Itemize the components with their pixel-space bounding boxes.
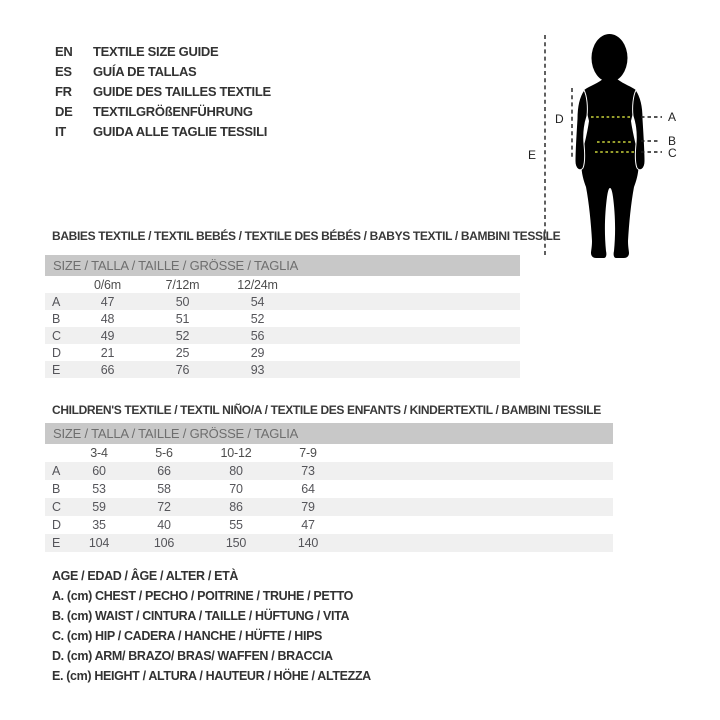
row-label: A [52,464,61,478]
language-code: IT [55,123,66,139]
table-cell: 50 [175,294,190,309]
table-cell: 54 [250,294,265,309]
column-header: 7/12m [165,277,200,292]
row-label: E [52,536,61,550]
row-label: D [52,345,61,360]
table-row [45,516,613,534]
table-cell: 55 [229,518,243,532]
column-header: 0/6m [94,277,121,292]
table-cell: 48 [100,311,115,326]
column-header: 3-4 [90,446,108,460]
table-row [45,462,613,480]
child-silhouette-diagram [525,23,700,260]
table-cell: 72 [157,500,171,514]
table-row [45,310,520,327]
figure-label-d: D [555,112,564,126]
language-row-es [55,61,271,81]
children-size-table [45,423,613,552]
legend-item-waist: B. (cm) WAIST / CINTURA / TAILLE / HÜFTUNG / VITA [52,609,350,623]
legend-item-hip: C. (cm) HIP / CADERA / HANCHE / HÜFTE / HIPS [52,629,323,643]
legend-age-line: AGE / EDAD / ÂGE / ALTER / ETÀ [52,569,239,583]
language-row-fr [55,81,271,101]
babies-column-header-row [45,276,520,293]
table-cell: 104 [88,536,110,550]
figure-label-a: A [668,110,677,124]
table-row [45,480,613,498]
table-cell: 140 [297,536,319,550]
table-cell: 60 [92,464,106,478]
table-cell: 66 [157,464,171,478]
table-cell: 73 [301,464,315,478]
language-title: TEXTILE SIZE GUIDE [93,43,219,59]
column-header: 7-9 [299,446,317,460]
table-cell: 52 [250,311,265,326]
language-row-it [55,121,271,141]
table-cell: 49 [100,328,115,343]
table-cell: 53 [92,482,106,496]
column-header: 10-12 [220,446,252,460]
table-row [45,498,613,516]
figure-label-b: B [668,134,677,148]
table-cell: 86 [229,500,243,514]
table-cell: 56 [250,328,265,343]
language-row-de [55,101,271,121]
table-cell: 70 [229,482,243,496]
table-cell: 35 [92,518,106,532]
table-cell: 29 [250,345,265,360]
row-label: A [52,294,61,309]
table-cell: 93 [250,362,265,377]
table-cell: 79 [301,500,315,514]
table-cell: 59 [92,500,106,514]
table-row [45,344,520,361]
figure-body [581,71,638,258]
children-column-header-row [45,444,613,462]
language-title: GUIDE DES TAILLES TEXTILE [93,83,271,99]
column-header: 12/24m [237,277,278,292]
language-code: DE [55,103,73,119]
table-cell: 106 [153,536,175,550]
table-cell: 25 [175,345,190,360]
language-code: ES [55,63,72,79]
figure-label-c: C [668,146,677,160]
language-title-list [55,41,271,141]
language-code: FR [55,83,72,99]
table-cell: 80 [229,464,243,478]
row-label: B [52,482,61,496]
table-cell: 52 [175,328,190,343]
language-code: EN [55,43,73,59]
row-label: E [52,362,61,377]
babies-section-title: BABIES TEXTILE / TEXTIL BEBÉS / TEXTILE DES BÉBÉS / BABYS TEXTIL / BAMBINI TESSILE [52,229,561,243]
table-cell: 64 [301,482,315,496]
table-row [45,361,520,378]
table-cell: 58 [157,482,171,496]
table-cell: 47 [301,518,315,532]
legend-item-arm: D. (cm) ARM/ BRAZO/ BRAS/ WAFFEN / BRACCIA [52,649,333,663]
table-cell: 150 [225,536,247,550]
table-cell: 51 [175,311,190,326]
language-title: GUIDA ALLE TAGLIE TESSILI [93,123,268,139]
measurement-legend [52,566,371,686]
row-label: B [52,311,61,326]
row-label: C [52,500,61,514]
legend-item-chest: A. (cm) CHEST / PECHO / POITRINE / TRUHE / PETTO [52,589,354,603]
children-section-title: CHILDREN'S TEXTILE / TEXTIL NIÑO/A / TEXTILE DES ENFANTS / KINDERTEXTIL / BAMBINI TESSILE [52,403,601,417]
language-row-en [55,41,271,61]
measurement-figure [525,23,700,260]
language-title: GUÍA DE TALLAS [93,63,197,79]
figure-label-e: E [528,148,537,162]
table-cell: 40 [157,518,171,532]
table-cell: 66 [100,362,115,377]
row-label: C [52,328,61,343]
table-row [45,293,520,310]
row-label: D [52,518,61,532]
table-cell: 47 [100,294,115,309]
babies-size-table [45,255,520,378]
language-title: TEXTILGRÖßENFÜHRUNG [93,103,253,119]
table-row [45,534,613,552]
table-cell: 21 [100,345,115,360]
children-size-header-bar: SIZE / TALLA / TAILLE / GRÖSSE / TAGLIA [45,423,613,444]
table-row [45,327,520,344]
legend-item-height: E. (cm) HEIGHT / ALTURA / HAUTEUR / HÖHE / ALTEZZA [52,669,371,683]
babies-size-header-bar: SIZE / TALLA / TAILLE / GRÖSSE / TAGLIA [45,255,520,276]
table-cell: 76 [175,362,190,377]
column-header: 5-6 [155,446,173,460]
